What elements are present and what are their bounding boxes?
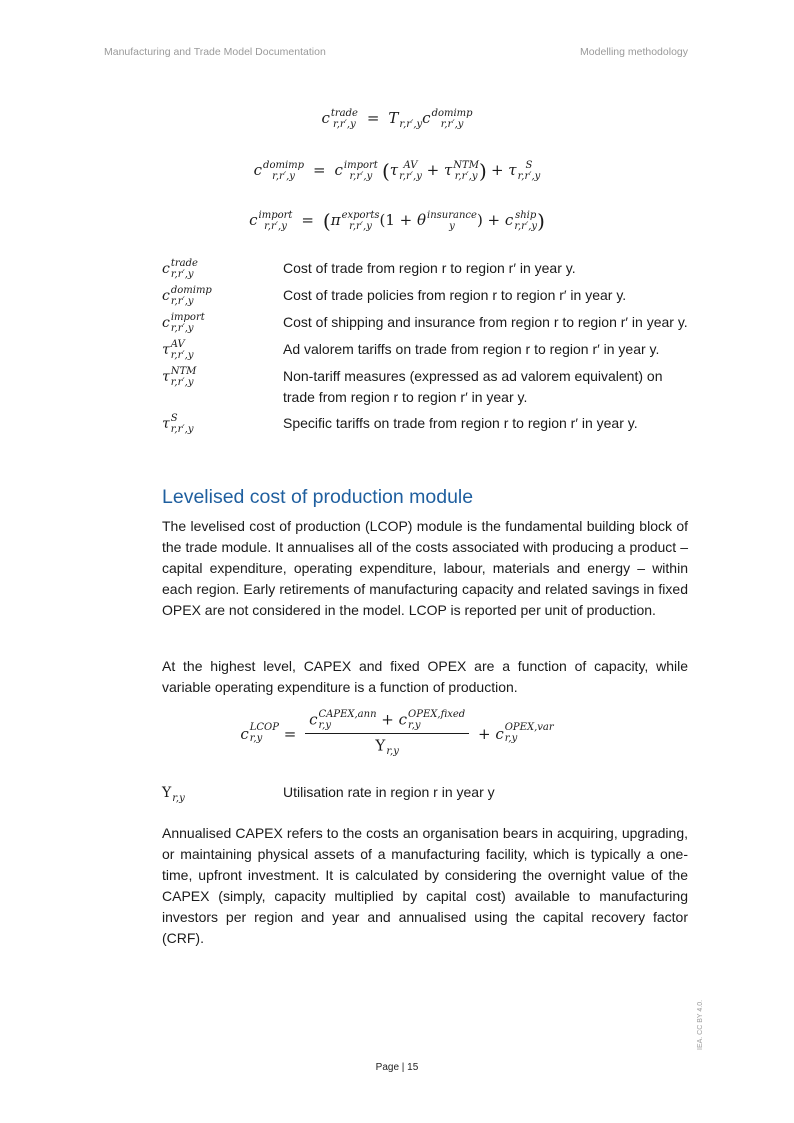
definition-text: Ad valorem tariffs on trade from region r to region r′ in year y. (283, 341, 660, 357)
definition-text: Cost of trade from region r to region r′ in year y. (283, 260, 576, 276)
definition-row: τ AV r,r′,y Ad valorem tariffs on trade from region r to region r′ in year y. (162, 339, 692, 361)
definition-row: τ NTM r,r′,y Non-tariff measures (expressed as ad valorem equivalent) on trade from region r to region r′ in year y. (162, 366, 692, 408)
running-header-section: Modelling methodology (580, 46, 688, 58)
definition-text: Utilisation rate in region r in year y (283, 784, 495, 800)
paragraph-lcop-intro: The levelised cost of production (LCOP) module is the fundamental building block of the trade module. It annualises all of the costs associated with producing a product – capital expenditure, operating expenditure, labour, materials and energy – within each region. Early retirements of manufacturing capacity and related savings in fixed OPEX are not considered in the model. LCOP is reported per unit of production. (162, 518, 688, 618)
running-header-title: Manufacturing and Trade Model Documentation (104, 46, 326, 58)
definition-text: Cost of shipping and insurance from region r to region r′ in year y. (283, 314, 688, 330)
page-number: Page | 15 (375, 1062, 419, 1073)
definition-row: c trade r,r′,y Cost of trade from region r to region r′ in year y. (162, 258, 692, 280)
equation-trade-cost: c trade r,r′,y = T r,r′,y c domimp r,r′,y (321, 107, 473, 130)
utilisation-definition: Υ r,y Utilisation rate in region r in year y (162, 782, 692, 804)
section-heading: Levelised cost of production module (162, 486, 474, 508)
equation-import-cost: c import r,r′,y = (π exports r,r′,y (1 + θ insurance y ) + c ship r,r′,y ) (249, 209, 545, 234)
paragraph-annualised-capex: Annualised CAPEX refers to the costs an organisation bears in acquiring, upgrading, or maintaining physical assets of a manufacturing facility, which is typically a one-time, upfront investment. It is calculated by considering the overnight value of the CAPEX (simply, capacity multiplied by capital cost) available to manufacturing investors per region and year and annualised using the capital recovery factor (CRF). (162, 825, 688, 946)
license-notice: IEA. CC BY 4.0. (697, 999, 704, 1050)
definition-text: Non-tariff measures (expressed as ad valorem equivalent) on trade from region r to region r′ in year y. (283, 368, 663, 405)
variable-definitions (162, 258, 692, 440)
equation-lcop: c LCOP r,y = c CAPEX,ann r,y + c OPEX,fixed r,y Υ r,y + c OPEX,var r,y (240, 709, 554, 757)
definition-row: c domimp r,r′,y Cost of trade policies from region r to region r′ in year y. (162, 285, 692, 307)
definition-text: Specific tariffs on trade from region r to region r′ in year y. (283, 415, 638, 431)
paragraph-capex-opex: At the highest level, CAPEX and fixed OPEX are a function of capacity, while variable operating expenditure is a function of production. (162, 658, 688, 695)
definition-row: c import r,r′,y Cost of shipping and insurance from region r to region r′ in year y. (162, 312, 692, 334)
equation-domestic-import-cost: c domimp r,r′,y = c import r,r′,y (τ AV r,r′,y + τ NTM r,r′,y ) + τ S r,r′,y (253, 159, 541, 184)
definition-row: τ S r,r′,y Specific tariffs on trade from region r to region r′ in year y. (162, 413, 692, 435)
definition-text: Cost of trade policies from region r to region r′ in year y. (283, 287, 627, 303)
